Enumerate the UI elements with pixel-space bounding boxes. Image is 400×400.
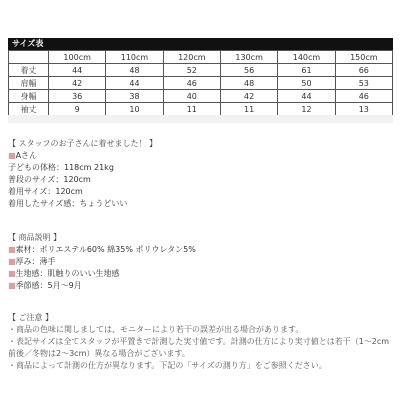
table-cell: 53 — [335, 77, 392, 90]
staff-line — [8, 150, 157, 162]
table-cell: 12 — [278, 103, 335, 116]
table-cell: 9 — [49, 103, 106, 116]
table-cell: 44 — [278, 90, 335, 103]
table-cell: 46 — [163, 77, 220, 90]
table-cell: 56 — [220, 64, 277, 77]
table-cell: 61 — [278, 64, 335, 77]
table-cell: 36 — [49, 90, 106, 103]
column-header: 150cm — [335, 51, 392, 64]
table-cell: 13 — [335, 103, 392, 116]
staff-line-text: 着用したサイズ感：ちょうどいい — [8, 199, 128, 208]
column-header: 110cm — [106, 51, 163, 64]
table-row — [9, 90, 393, 103]
table-cell: 48 — [220, 77, 277, 90]
column-header: 130cm — [220, 51, 277, 64]
staff-line-text: 普段のサイズ：120cm — [8, 175, 91, 184]
table-cell: 46 — [335, 90, 392, 103]
staff-line — [8, 186, 157, 198]
table-cell: 52 — [163, 64, 220, 77]
staff-line-text: 子どもの体格：118cm 21kg — [8, 163, 114, 172]
column-header: 100cm — [49, 51, 106, 64]
table-cell: 40 — [163, 90, 220, 103]
table-cell: 11 — [163, 103, 220, 116]
row-label: 着丈 — [9, 64, 49, 77]
bullet-square-icon: ■ — [8, 245, 16, 254]
product-heading: 【 商品説明 】 — [8, 233, 62, 242]
product-line-text: 生地感：肌触りのいい生地感 — [15, 269, 120, 278]
table-cell: 50 — [278, 77, 335, 90]
column-header: 140cm — [278, 51, 335, 64]
size-chart-header-row — [9, 51, 393, 64]
table-cell: 66 — [335, 64, 392, 77]
product-line-text: 厚み：薄手 — [15, 257, 56, 266]
notes-section — [8, 312, 393, 372]
column-header — [9, 51, 49, 64]
notes-line: ・商品の色味に関しましては、モニターにより若干の誤差が出る場合があります。 — [8, 325, 304, 334]
bullet-square-icon: ■ — [8, 281, 16, 290]
product-section — [8, 232, 196, 292]
row-label: 身幅 — [9, 90, 49, 103]
staff-heading: 【 スタッフのお子さんに着せました！ 】 — [8, 139, 158, 148]
product-line — [8, 256, 196, 268]
staff-line — [8, 162, 157, 174]
table-cell: 42 — [220, 90, 277, 103]
product-line — [8, 268, 196, 280]
table-cell: 42 — [49, 77, 106, 90]
staff-line-text: 着用サイズ：120cm — [8, 187, 83, 196]
table-row — [9, 77, 393, 90]
product-line — [8, 280, 196, 292]
table-cell: 44 — [49, 64, 106, 77]
bullet-square-icon: ■ — [8, 257, 16, 266]
bullet-square-icon: ■ — [8, 269, 16, 278]
notes-line: ・表記サイズは全てスタッフが平置きで計測した実寸値です。計測の仕方により実寸値とは若干（1〜2cm前後／冬物は2〜3cm）異なる場合がございます。 — [8, 337, 390, 358]
table-cell: 48 — [106, 64, 163, 77]
notes-line: ・商品によって計測の仕方が異なります。下記の「サイズの測り方」をご参照ください。 — [8, 361, 327, 370]
size-chart-title: サイズ表 — [8, 38, 393, 50]
staff-line — [8, 198, 157, 210]
staff-line-text: Aさん — [15, 151, 38, 160]
product-line-text: 季節感：5月〜9月 — [15, 281, 82, 290]
table-cell: 11 — [220, 103, 277, 116]
notes-heading: 【 ご注意 】 — [8, 313, 54, 322]
product-line-text: 素材：ポリエステル60% 綿35% ポリウレタン5% — [15, 245, 196, 254]
product-line — [8, 244, 196, 256]
table-cell: 38 — [106, 90, 163, 103]
row-label: 袖丈 — [9, 103, 49, 116]
table-row — [9, 103, 393, 116]
staff-line — [8, 174, 157, 186]
size-chart-table — [8, 50, 393, 116]
column-header: 120cm — [163, 51, 220, 64]
row-label: 肩幅 — [9, 77, 49, 90]
table-cell: 44 — [106, 77, 163, 90]
bullet-square-icon: ■ — [8, 151, 16, 160]
table-cell: 10 — [106, 103, 163, 116]
divider — [8, 115, 393, 123]
table-row — [9, 64, 393, 77]
staff-section — [8, 138, 157, 210]
